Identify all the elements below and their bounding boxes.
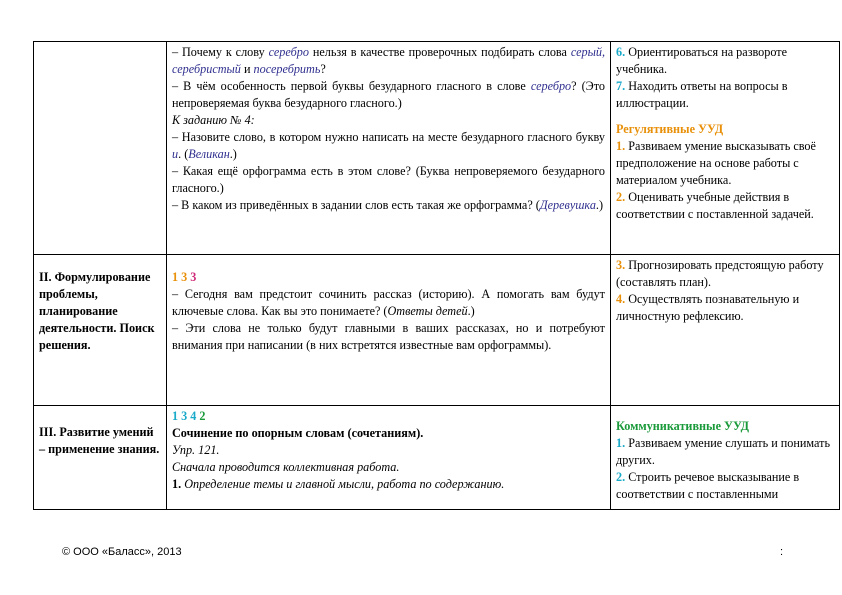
activity-cell	[167, 255, 611, 406]
uud-item: 7. Находить ответы на вопросы в иллюстрации.	[616, 79, 788, 110]
question-2: – В чём особенность первой буквы безударного гласного в слове серебро? (Это непроверяемая буква безударного гласного.)	[172, 79, 605, 110]
table-row	[34, 255, 840, 406]
stage-cell	[34, 42, 167, 255]
communicative-uud-heading: Коммуникативные УУД	[616, 419, 750, 433]
uud-item: 1. Развиваем умение слушать и понимать других.	[616, 436, 831, 467]
question-4: – Какая ещё орфограмма есть в этом слове? (Буква непроверяемого безударного гласного.)	[172, 164, 605, 195]
regulative-uud-heading: Регулятивные УУД	[616, 122, 724, 136]
uud-item: 2. Оценивать учебные действия в соответствии с поставленной задачей.	[616, 190, 814, 221]
uud-item: 3. Прогнозировать предстоящую работу (составлять план).	[616, 258, 824, 289]
competency-numbers: 1 3 3	[172, 270, 197, 284]
exercise-note: Сначала проводится коллективная работа.	[172, 460, 400, 474]
table-row	[34, 406, 840, 510]
activity-cell	[167, 406, 611, 510]
copyright-footer: © ООО «Баласс», 2013	[62, 546, 182, 558]
uud-item: 2. Строить речевое высказывание в соответствии с поставленными	[616, 470, 800, 501]
question-1: – Почему к слову серебро нельзя в качестве проверочных подбирать слова серый, серебристый и посеребрить?	[172, 45, 605, 76]
question-3: – Назовите слово, в котором нужно написать на месте безударного гласного букву и. (Великан.)	[172, 130, 605, 161]
uud-item: 1. Развиваем умение высказывать своё предположение на основе работы с материалом учебника.	[616, 139, 816, 187]
paragraph: – Эти слова не только будут главными в ваших рассказах, но и потребуют внимания при написании (в них встретятся известные вам орфограммы).	[172, 321, 605, 352]
uud-item: 4. Осуществлять познавательную и личностную рефлексию.	[616, 292, 800, 323]
stage-title: II. Формулирование проблемы, планирование деятельности. Поиск решения.	[39, 270, 155, 352]
uud-cell	[611, 406, 840, 510]
exercise-number: Упр. 121.	[172, 443, 220, 457]
uud-cell	[611, 255, 840, 406]
activity-cell	[167, 42, 611, 255]
paragraph: – Сегодня вам предстоит сочинить рассказ (историю). А помогать вам будут ключевые слова. Как вы это понимаете? (Ответы детей.)	[172, 287, 605, 318]
uud-cell	[611, 42, 840, 255]
table-row	[34, 42, 840, 255]
stage-cell	[34, 406, 167, 510]
task-label: К заданию № 4:	[172, 113, 255, 127]
question-5: – В каком из приведённых в задании слов есть такая же орфограмма? (Деревушка.)	[172, 198, 604, 212]
uud-item: 6. Ориентироваться на развороте учебника.	[616, 45, 788, 76]
step-item: 1. Определение темы и главной мысли, работа по содержанию.	[172, 477, 505, 491]
stage-cell	[34, 255, 167, 406]
stage-title: III. Развитие умений – применение знания.	[39, 425, 160, 456]
exercise-title: Сочинение по опорным словам (сочетаниям).	[172, 426, 424, 440]
competency-numbers: 1 3 4 2	[172, 409, 206, 423]
page-mark: :	[780, 546, 784, 558]
lesson-plan-table	[33, 41, 840, 510]
